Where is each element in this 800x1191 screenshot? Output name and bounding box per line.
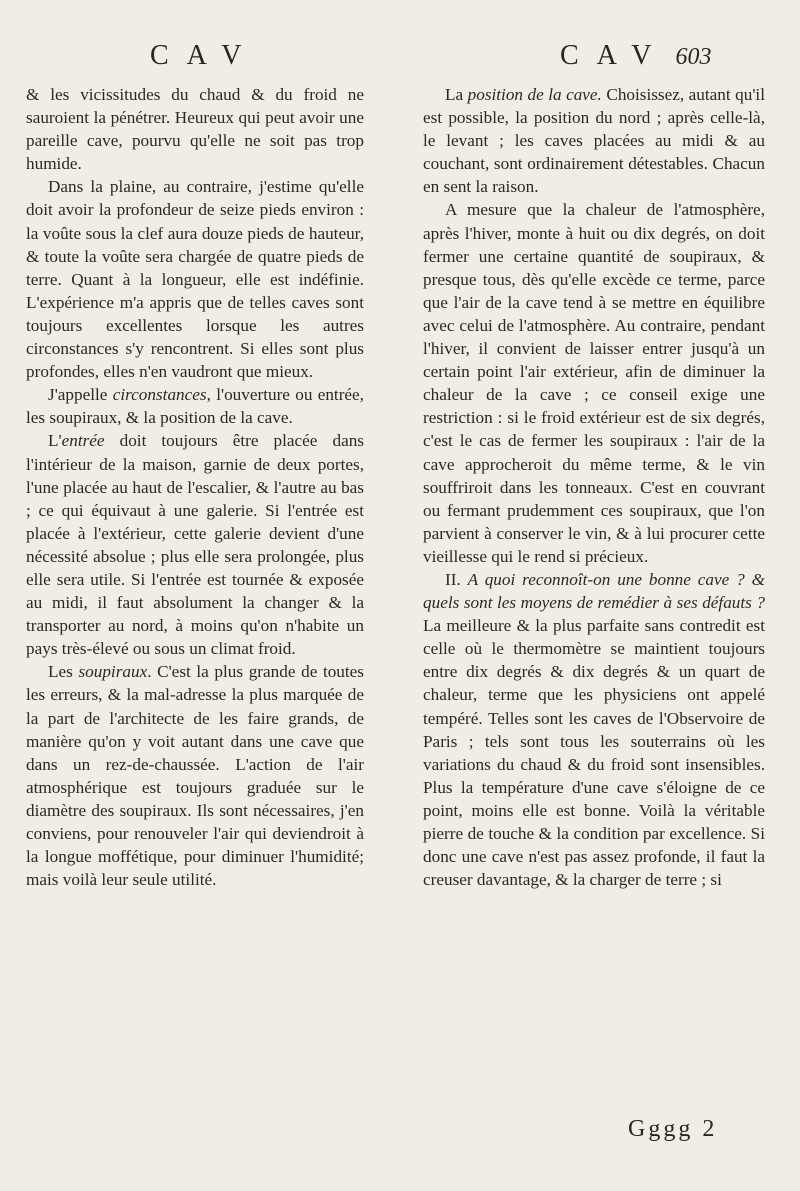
signature-mark: Gggg 2 — [628, 1116, 718, 1142]
paragraph-text: , l'ouverture ou entrée, les soupiraux, & la position de la cave. — [26, 385, 364, 428]
paragraph — [423, 83, 765, 198]
italic-term: circonstances — [112, 385, 207, 405]
italic-term: entrée — [61, 431, 105, 451]
paragraph-text: & les vicissitudes du chaud & du froid ne sauroient la pénétrer. Heureux qui peut avoir une pareille cave, pourvu qu'elle ne soit pas trop humide. — [26, 85, 364, 174]
running-header-right — [560, 40, 790, 80]
right-text-column — [423, 83, 765, 891]
italic-term: soupiraux — [78, 662, 148, 682]
paragraph — [26, 383, 364, 429]
paragraph-lead: J'appelle — [48, 385, 113, 405]
paragraph — [26, 83, 364, 175]
paragraph — [423, 198, 765, 568]
paragraph-lead: La — [445, 85, 468, 104]
paragraph — [423, 568, 765, 891]
paragraph — [26, 660, 364, 891]
running-header-right-title: CAV — [560, 40, 670, 71]
page-number: 603 — [675, 44, 712, 70]
paragraph — [26, 175, 364, 383]
paragraph-text: Dans la plaine, au contraire, j'estime qu'elle doit avoir la profondeur de seize pieds environ : la voûte sous la clef aura douze pieds de hauteur, & toute la voûte sera chargée de quatre pieds de terre. Quant à la longueur, elle est indéfinie. L'expérience m'a appris que de telles caves sont toujours excellentes lorsque les autres circonstances s'y rencontrent. Si elles sont plus profondes, elles n'en vaudront que mieux. — [26, 177, 364, 382]
paragraph-lead: Les — [48, 662, 79, 682]
paragraph-lead: II. — [445, 569, 468, 589]
paragraph-text: A mesure que la chaleur de l'atmosphère, après l'hiver, monte à huit ou dix degrés, on doit fermer une certaine quantité de soupiraux, & presque tous, dès qu'elle excède ce terme, parce que l'air de la cave tend à se mettre en équilibre avec celui de l'atmosphère. Au contraire, pendant l'hiver, il convient de laisser entrer jusqu'à un certain point l'air extérieur, afin de diminuer la chaleur de la cave ; ce conseil exige une restriction : si le froid extérieur est de six degrés, c'est le cas de fermer les soupiraux : l'air de la cave approcheroit du même terme, & le vin souffriroit dans les tonneaux. C'est en couvrant ou fermant prudemment ces soupiraux, que l'on parvient à conserver le vin, & à lui procurer cette vieillesse qui le rend si précieux. — [423, 200, 765, 566]
paragraph — [26, 429, 364, 660]
running-header-left: CAV — [150, 40, 260, 71]
paragraph-text: Choisissez, autant qu'il est possible, la position du nord ; après celle-là, le levant ; les caves placées au midi & au couchant, sont ordinairement détestables. Chacun en sent la raison. — [423, 85, 765, 197]
paragraph-text: . C'est la plus grande de toutes les erreurs, & la mal-adresse la plus marquée de la part de l'architecte de les faire grands, de manière qu'on y voit autant dans une cave que dans un rez-de-chaussée. L'action de l'air atmosphérique est toujours graduée sur le diamètre des soupiraux. Ils sont nécessaires, j'en conviens, pour renouveler l'air qui deviendroit à la longue moffétique, pour diminuer l'humidité; mais voilà leur seule utilité. — [26, 662, 364, 890]
paragraph-text: doit toujours être placée dans l'intérieur de la maison, garnie de deux portes, l'une placée au haut de l'escalier, & l'autre au bas ; ce qui équivaut à une galerie. Si l'entrée est placée à l'extérieur, cette galerie devient d'une nécessité absolue ; plus elle sera prolongée, plus elle sera utile. Si l'entrée est tournée & exposée au midi, il faut absolument la changer & la transporter au nord, à moins qu'on n'habite un pays très-élevé ou sous un climat froid. — [26, 431, 364, 659]
paragraph-lead: L' — [48, 431, 62, 451]
left-text-column — [26, 83, 364, 891]
italic-term: A quoi reconnoît-on une bonne cave ? & quels sont les moyens de remédier à ses défauts ? — [423, 569, 765, 613]
italic-term: position de la cave. — [467, 85, 602, 104]
paragraph-text: La meilleure & la plus parfaite sans contredit est celle où le thermomètre se maintient toujours entre dix degrés & dix degrés & un quart de chaleur, terme que les physiciens ont appelé tempéré. Telles sont les caves de l'Observoire de Paris ; tels sont tous les souterrains où les variations du chaud & du froid sont insensibles. Plus la température d'une cave s'éloigne de ce point, moins elle est bonne. Voilà la véritable pierre de touche & la condition par excellence. Si donc une cave n'est pas assez profonde, il faut la creuser davantage, & la charger de terre ; si — [423, 616, 765, 890]
